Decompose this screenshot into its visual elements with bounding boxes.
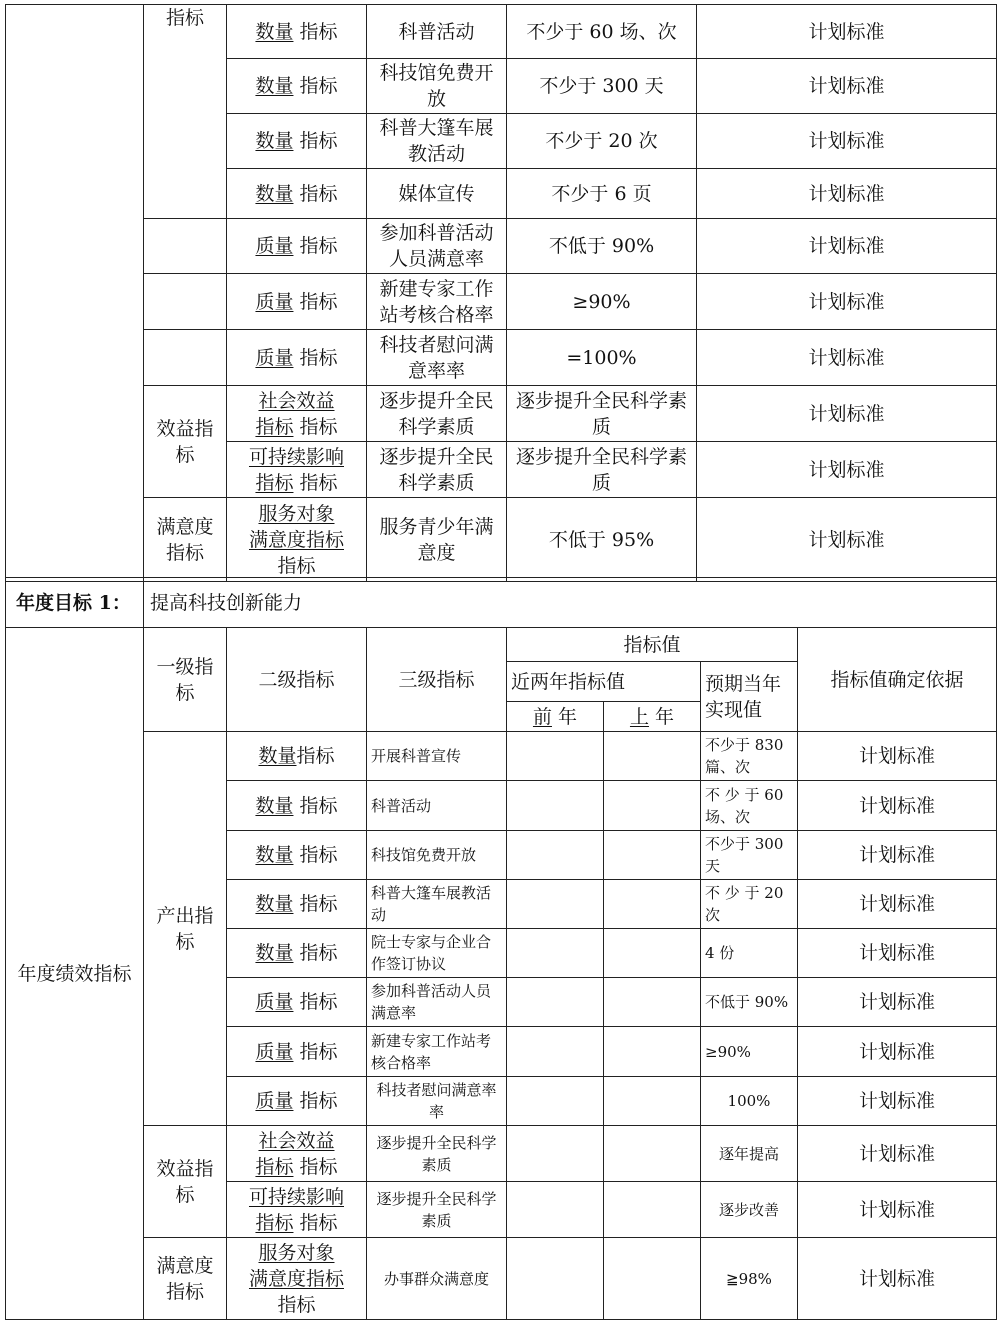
level1-output-cell: 产出指标 — [144, 732, 227, 1126]
header-value: 指标值 — [507, 628, 798, 662]
value-cell: 不少于 6 页 — [507, 169, 697, 219]
basis-cell: 计划标准 — [697, 169, 997, 219]
header-last-year: 上 年 — [604, 702, 701, 732]
prev-year-cell — [507, 978, 604, 1027]
level3-cell: 科技者慰问满意率率 — [367, 1077, 507, 1126]
level3-cell: 院士专家与企业合作签订协议 — [367, 929, 507, 978]
level2-cell: 数量 指标 — [227, 880, 367, 929]
level1-satisfaction-cell: 满意度指标 — [144, 498, 227, 582]
expected-cell: 不少于 830 篇、次 — [701, 732, 798, 781]
level3-cell: 参加科普活动人员满意率 — [367, 219, 507, 274]
table-row — [6, 498, 997, 582]
value-cell: 不少于 300 天 — [507, 59, 697, 114]
basis-cell: 计划标准 — [798, 781, 997, 831]
prev-year-cell — [507, 1238, 604, 1320]
basis-cell: 计划标准 — [798, 732, 997, 781]
value-cell: 不低于 95% — [507, 498, 697, 582]
level2-cell: 数量 指标 — [227, 114, 367, 169]
table-row — [6, 330, 997, 386]
level3-cell: 服务青少年满意度 — [367, 498, 507, 582]
level3-cell: 逐步提升全民科学素质 — [367, 386, 507, 442]
level3-cell: 科普大篷车展教活动 — [367, 114, 507, 169]
level1-benefit-cell: 效益指标 — [144, 1126, 227, 1238]
basis-cell: 计划标准 — [798, 880, 997, 929]
table-row — [6, 1238, 997, 1320]
value-cell: ≥90% — [507, 274, 697, 330]
last-year-cell — [604, 978, 701, 1027]
level1-output-cell: 指标 — [144, 5, 227, 219]
last-year-cell — [604, 781, 701, 831]
prev-year-cell — [507, 880, 604, 929]
level3-cell: 科普大篷车展教活动 — [367, 880, 507, 929]
level2-cell: 可持续影响 指标 指标 — [227, 1182, 367, 1238]
expected-cell: 逐步改善 — [701, 1182, 798, 1238]
annual-performance-label: 年度绩效指标 — [6, 628, 144, 1320]
level2-cell: 数量 指标 — [227, 831, 367, 880]
value-cell: 逐步提升全民科学素质 — [507, 386, 697, 442]
basis-cell: 计划标准 — [798, 1182, 997, 1238]
level2-cell: 可持续影响 指标 指标 — [227, 442, 367, 498]
expected-cell: 逐年提高 — [701, 1126, 798, 1182]
blank-cell — [144, 219, 227, 274]
expected-cell: ≧98% — [701, 1238, 798, 1320]
basis-cell: 计划标准 — [697, 274, 997, 330]
basis-cell: 计划标准 — [697, 498, 997, 582]
prev-year-cell — [507, 1126, 604, 1182]
basis-cell: 计划标准 — [798, 1027, 997, 1077]
basis-cell: 计划标准 — [798, 1238, 997, 1320]
table-row — [6, 219, 997, 274]
level2-cell: 数量 指标 — [227, 781, 367, 831]
level2-cell: 质量 指标 — [227, 274, 367, 330]
basis-cell: 计划标准 — [798, 1077, 997, 1126]
goal-table-body — [6, 578, 997, 1320]
expected-cell: 不 少 于 20 次 — [701, 880, 798, 929]
expected-cell: 100% — [701, 1077, 798, 1126]
basis-cell: 计划标准 — [798, 831, 997, 880]
last-year-cell — [604, 1182, 701, 1238]
level2-cell: 质量 指标 — [227, 219, 367, 274]
annual-goal-text: 提高科技创新能力 — [144, 578, 997, 628]
level2-cell: 质量 指标 — [227, 330, 367, 386]
last-year-cell — [604, 732, 701, 781]
basis-cell: 计划标准 — [697, 330, 997, 386]
expected-cell: 不低于 90% — [701, 978, 798, 1027]
level1-benefit-cell: 效益指标 — [144, 386, 227, 498]
annual-goal-label: 年度目标 1： — [6, 578, 144, 628]
header-basis: 指标值确定依据 — [798, 628, 997, 732]
level3-cell: 开展科普宣传 — [367, 732, 507, 781]
level3-cell: 逐步提升全民科学素质 — [367, 1182, 507, 1238]
basis-cell: 计划标准 — [697, 5, 997, 59]
expected-cell: 不少于 300 天 — [701, 831, 798, 880]
blank-cell — [144, 274, 227, 330]
level2-cell: 社会效益 指标 指标 — [227, 386, 367, 442]
table-row — [6, 386, 997, 442]
value-cell: =100% — [507, 330, 697, 386]
level2-cell: 质量 指标 — [227, 1027, 367, 1077]
level3-cell: 科技者慰问满意率率 — [367, 330, 507, 386]
header-prev-year: 前 年 — [507, 702, 604, 732]
level2-cell: 质量 指标 — [227, 978, 367, 1027]
prev-year-cell — [507, 1077, 604, 1126]
basis-cell: 计划标准 — [697, 442, 997, 498]
level3-cell: 参加科普活动人员满意率 — [367, 978, 507, 1027]
basis-cell: 计划标准 — [697, 386, 997, 442]
table-row — [6, 732, 997, 781]
level2-cell: 服务对象 满意度指标 指标 — [227, 498, 367, 582]
level2-cell: 社会效益 指标 指标 — [227, 1126, 367, 1182]
value-cell: 不少于 20 次 — [507, 114, 697, 169]
level3-cell: 新建专家工作站考核合格率 — [367, 1027, 507, 1077]
basis-cell: 计划标准 — [798, 929, 997, 978]
table-row — [6, 5, 997, 59]
blank-cell — [144, 330, 227, 386]
basis-cell: 计划标准 — [697, 59, 997, 114]
level3-cell: 媒体宣传 — [367, 169, 507, 219]
level2-cell: 质量 指标 — [227, 1077, 367, 1126]
level2-cell: 服务对象 满意度指标 指标 — [227, 1238, 367, 1320]
annual-goal-row — [6, 578, 997, 628]
last-year-cell — [604, 1027, 701, 1077]
prev-year-cell — [507, 929, 604, 978]
last-year-cell — [604, 929, 701, 978]
level3-cell: 科普活动 — [367, 5, 507, 59]
level2-cell: 数量 指标 — [227, 169, 367, 219]
prev-year-cell — [507, 732, 604, 781]
level2-cell: 数量 指标 — [227, 5, 367, 59]
last-year-cell — [604, 1126, 701, 1182]
level2-cell: 数量 指标 — [227, 59, 367, 114]
expected-cell: 不 少 于 60 场、次 — [701, 781, 798, 831]
level3-cell: 科普活动 — [367, 781, 507, 831]
basis-cell: 计划标准 — [697, 219, 997, 274]
level3-cell: 科技馆免费开放 — [367, 831, 507, 880]
value-cell: 不低于 90% — [507, 219, 697, 274]
value-cell: 不少于 60 场、次 — [507, 5, 697, 59]
prev-year-cell — [507, 781, 604, 831]
prev-year-cell — [507, 1027, 604, 1077]
last-year-cell — [604, 880, 701, 929]
header-expected: 预期当年实现值 — [701, 662, 798, 732]
annual-goal-table — [5, 577, 997, 1320]
level1-satisfaction-cell: 满意度指标 — [144, 1238, 227, 1320]
basis-cell: 计划标准 — [697, 114, 997, 169]
prev-year-cell — [507, 831, 604, 880]
value-cell: 逐步提升全民科学素质 — [507, 442, 697, 498]
last-year-cell — [604, 831, 701, 880]
expected-cell: ≥90% — [701, 1027, 798, 1077]
header-row — [6, 628, 997, 662]
basis-cell: 计划标准 — [798, 1126, 997, 1182]
level3-cell: 科技馆免费开放 — [367, 59, 507, 114]
last-year-cell — [604, 1238, 701, 1320]
top-indicator-table — [5, 4, 997, 582]
level2-cell: 数量 指标 — [227, 929, 367, 978]
level3-cell: 逐步提升全民科学素质 — [367, 1126, 507, 1182]
header-level1: 一级指标 — [144, 628, 227, 732]
header-level3: 三级指标 — [367, 628, 507, 732]
blank-cell — [6, 5, 144, 582]
table-row — [6, 274, 997, 330]
table-row — [6, 1126, 997, 1182]
level3-cell: 办事群众满意度 — [367, 1238, 507, 1320]
top-table-body — [6, 5, 997, 582]
basis-cell: 计划标准 — [798, 978, 997, 1027]
level3-cell: 新建专家工作站考核合格率 — [367, 274, 507, 330]
header-level2: 二级指标 — [227, 628, 367, 732]
prev-year-cell — [507, 1182, 604, 1238]
header-recent-two-years: 近两年指标值 — [507, 662, 701, 702]
expected-cell: 4 份 — [701, 929, 798, 978]
last-year-cell — [604, 1077, 701, 1126]
level2-cell: 数量指标 — [227, 732, 367, 781]
level3-cell: 逐步提升全民科学素质 — [367, 442, 507, 498]
